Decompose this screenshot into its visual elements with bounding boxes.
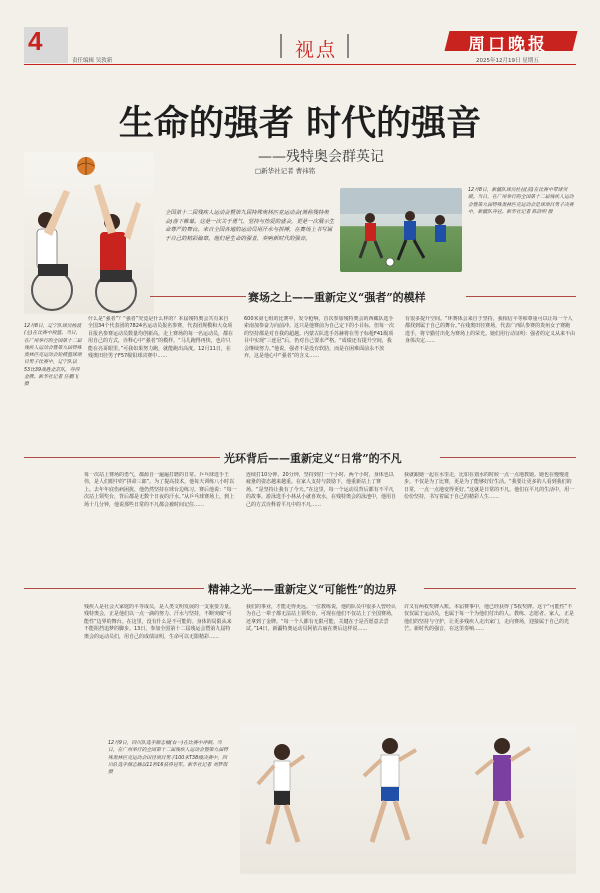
section-1-rule-left: [150, 296, 246, 297]
section-2-column-3: 我就跟她一起在水里走，比如在划水的时候一点一点地教她。她也在慢慢进步。不仅是为了比赛，更是为了能够好好生活。“我要让更多的人看到我们的日常，一点一点地变得更好。”这就是日常的不凡。他们在平凡的生活中，用一份份坚持，书写着属于自己的精彩人生……: [404, 472, 575, 501]
section-2-title: 光环背后——重新定义“日常”的不凡: [224, 452, 402, 465]
section-divider-right: [347, 34, 349, 58]
basketball-scene-illustration: [24, 152, 154, 314]
football-scene-illustration: [340, 188, 462, 272]
issue-date: 2025年12月19日 星期五: [476, 58, 539, 64]
section-1-column-2: 600米第七组的比赛中，发令枪响，首次参加残特奥会的西藏队选手索南加参奋力向前冲。这只是他赛前为自己定下的小目标，但每一次的坚持都是对自我的超越。内蒙古队选手苏赫将在男子标枪F41级项目中实现“三连冠”后，仍对自己要求严格。“成绩还有提升空间，我会继续努力。”他说，强者不是没有软肋，而是在困难面前永不放弃，这是他心中“强者”的含义……: [244, 316, 394, 360]
page-number: 4: [28, 26, 43, 56]
page-header: [0, 0, 600, 66]
sprint-photo: [240, 724, 576, 874]
section-3-column-3: 许又有两枚奖牌入账。本届赛事中，他已经获得了5枚奖牌。这个“可能性”不仅仅属于运动员，也属于每一个为他们付出的人。教练、志愿者、家人，正是他们的坚持与守护，让更多残疾人走出家门，走向赛场，迎接属于自己的光芒。新时代的强音，在这里奏响……: [404, 604, 575, 633]
wheelchair-basketball-photo: [24, 152, 154, 314]
football-icon: [386, 258, 394, 266]
section-1-column-3: 有很多提升空间。“环赛体会来自于坚持，我相信平等和尊重可以让每一个人都找到属于自己的舞台。”在残奥田径赛场，代表广西队参赛的贵州女子赛跑选手，将辛勤付出化为赛场上的荣光。她们用行动证明：强者的定义从来不由身体决定……: [405, 316, 575, 345]
section-divider-left: [280, 34, 282, 58]
section-2-column-1: 每一次站上赛场的勇气，都源自一遍遍打磨的日常。乒乓球选手王伟，是人们眼中的“拼命三郎”。为了提高技术，他每天训练八小时以上。去年年底伤病困扰，他仍然坚持在球台边练习。赛后他说：“每一次站上领奖台，背后都是无数个日夜的汗水。”从乒乓球赛场上，到上场十几分钟，他说那些日常的不凡都会被时间记住……: [84, 472, 237, 508]
editor-line: 责任编辑 吴敦新: [72, 58, 113, 64]
headline-subtitle: ——残特奥会群英记: [258, 149, 384, 165]
sprint-scene-illustration: [240, 724, 576, 874]
section-name: 视点: [295, 39, 338, 61]
section-3-rule-right: [424, 588, 576, 589]
football-caption: 12月8日，新疆队球员杜拉(前)在比赛中带球突破。当日，在广州举行的全国第十二届残疾人运动会暨第九届特殊奥林匹克运动会足球项目男子决赛中，新疆队夺冠。新华社记者 陈浩明 摄: [468, 188, 574, 215]
section-2-rule-left: [24, 457, 220, 458]
header-rule: [24, 64, 576, 65]
section-2-column-2: 连续打10分钟、20分钟，坚持到打一个小时、两个小时，身体也以疲惫的姿态越来越重。在家人支持与鼓励下，他重新站上了赛场。“是坚持让我有了今天。”在这里，每一个运动员背后都有不平凡的故事。游泳选手小林从小就喜欢水，在残特奥会的泳池中，他用自己的方式诠释着平凡中的不凡……: [246, 472, 396, 508]
section-3-column-2: 我们的事业，才能走得更远。一位教练说，他的队员中很多人曾经认为自己一辈子都无法站上领奖台，可现在他们不仅站上了全国赛场，还拿到了金牌。“每一个人都有无限可能，关键在于是否愿意去尝试。”14日，新疆特奥运动员阿依古丽在赛后这样说……: [246, 604, 396, 633]
section-1-title: 赛场之上——重新定义“强者”的模样: [248, 291, 426, 304]
football-photo: [340, 188, 462, 272]
section-3-rule-left: [24, 588, 204, 589]
headline-title: 生命的强者 时代的强音: [118, 103, 482, 144]
brand-name: 周口晚报: [468, 35, 548, 55]
byline: □新华社记者 曹祎铭: [255, 167, 316, 175]
section-1-rule-right: [466, 296, 576, 297]
lead-paragraph: 全国第十二届残疾人运动会暨第九届特殊奥林匹克运动会(简称残特奥会)落下帷幕。这是一次关于勇气、坚持与热爱的盛会，更是一次展示生命尊严的舞台。来自全国各地的运动员用汗水与拼搏，在赛场上书写属于自己的精彩篇章。他们是生命的强者，奏响新时代的强音。: [165, 210, 335, 242]
section-3-column-1: 残疾人是社会大家庭的平等成员，是人类文明发展的一支重要力量。残特奥会，正是他们以一点一滴的努力、汗水与坚持，不断突破“可能性”边界的舞台。在这里，没有什么是不可能的。身体的局限从来不能阻挡追梦的脚步。13日，参加全国第十二届残运会暨第九届特奥会的运动员们，用自己的成绩证明，生命可以无限精彩……: [84, 604, 234, 640]
basketball-caption: 12月8日，辽宁队球员杨波(左)在比赛中投篮。当日，在广州举行的全国第十二届残疾人运动会暨第九届特殊奥林匹克运动会轮椅篮球项目男子比赛中，辽宁队以53比39战胜北京队，夺得金牌。新华社记者 任鹏飞 摄: [24, 324, 82, 388]
sprint-caption: 12月9日，四川队选手颜志楠(右一)在比赛中冲刺。当日，在广州举行的全国第十二届残疾人运动会暨第九届特殊奥林匹克运动会田径项目男子100米T38级决赛中，四川队选手颜志楠以11秒16获得冠军。新华社记者 刘梦琪 摄: [108, 741, 228, 776]
section-2-rule-right: [440, 457, 576, 458]
section-1-column-1: 什么是“强者”？“强者”究竟是什么样的？本届残特奥会共有来自全国34个代表团的7824名运动员报名参赛，代表团规模和大众项目报名参赛运动员数量均创新高。走上赛场的每一名运动员，都在用自己的方式，诠释心中“强者”的模样。“马儿跑得再快，也许只能在亮哥眼里。”可我如果努力跑，就能跑出高度。12月11日，在残奥田径男子F57级铅球决赛中……: [88, 316, 233, 360]
section-3-title: 精神之光——重新定义“可能性”的边界: [208, 583, 397, 596]
